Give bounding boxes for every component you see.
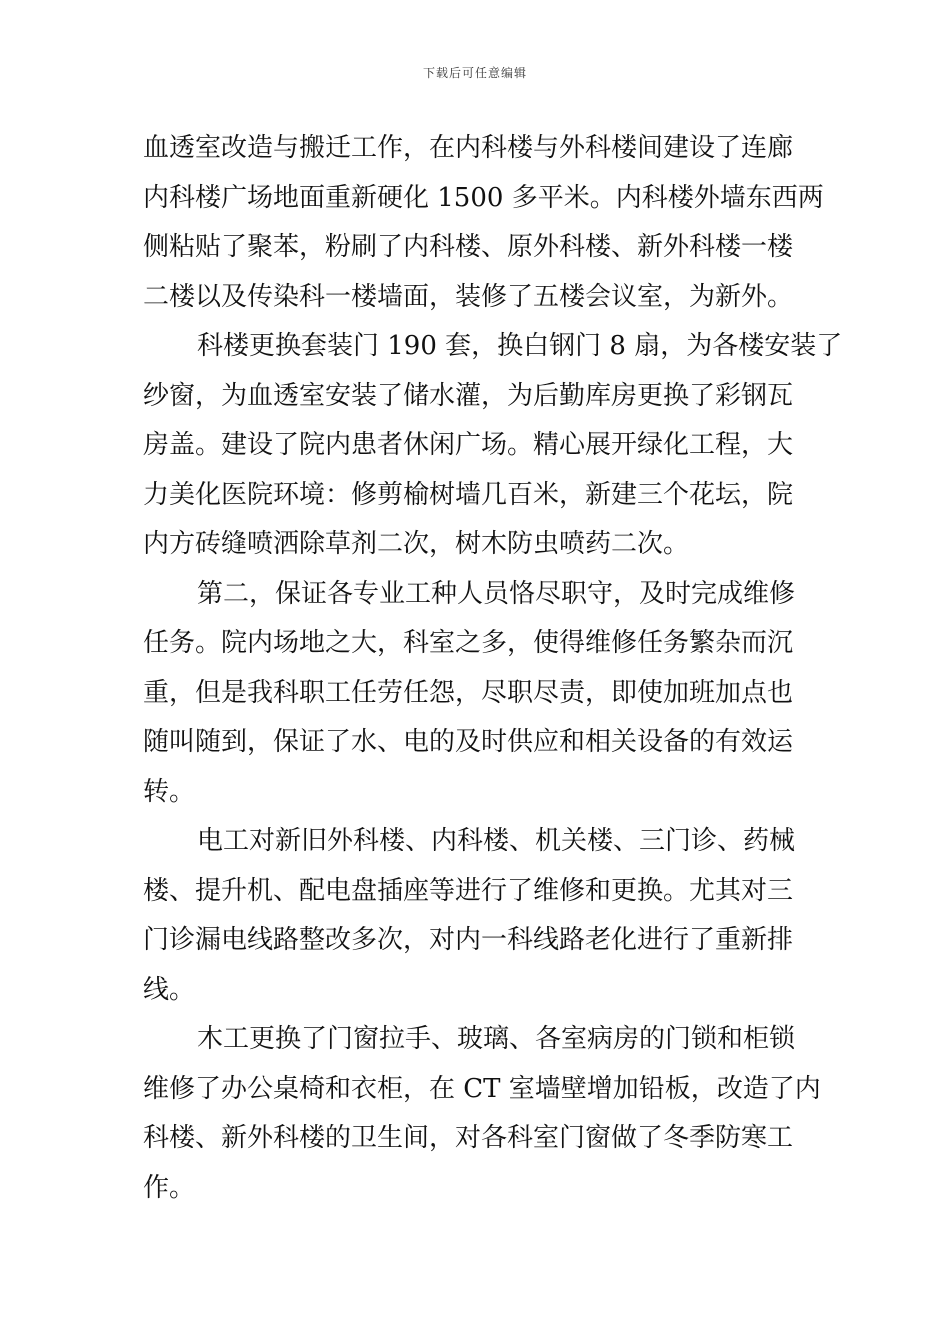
text-line: 科楼更换套装门 190 套，换白钢门 8 扇，为各楼安装了 (197, 331, 843, 361)
text-line: 木工更换了门窗拉手、玻璃、各室病房的门锁和柜锁 (197, 1024, 796, 1054)
text-line: 作。 (143, 1172, 196, 1203)
paragraph-5 (143, 1015, 821, 1213)
text-line: 转。 (143, 776, 196, 807)
text-line: 任务。院内场地之大，科室之多，使得维修任务繁杂而沉 (143, 628, 794, 658)
paragraph-4 (143, 817, 811, 1015)
text-line: 随叫随到，保证了水、电的及时供应和相关设备的有效运 (143, 727, 794, 757)
text-line: 重，但是我科职工任劳任怨，尽职尽责，即使加班加点也 (143, 677, 794, 708)
text-line: 科楼、新外科楼的卫生间，对各科室门窗做了冬季防寒工 (143, 1123, 794, 1153)
document-body (143, 124, 843, 1213)
paragraph-1 (143, 124, 824, 322)
text-line: 内方砖缝喷洒除草剂二次，树木防虫喷药二次。 (143, 529, 690, 559)
text-line: 门诊漏电线路整改多次，对内一科线路老化进行了重新排 (143, 925, 794, 955)
text-line: 房盖。建设了院内患者休闲广场。精心展开绿化工程，大 (143, 430, 794, 460)
text-line: 楼、提升机、配电盘插座等进行了维修和更换。尤其对三 (143, 875, 794, 906)
paragraph-3 (143, 570, 811, 818)
text-line: 内科楼广场地面重新硬化 1500 多平米。内科楼外墙东西两 (143, 182, 824, 213)
text-line: 血透室改造与搬迁工作，在内科楼与外科楼间建设了连廊 (143, 133, 794, 163)
paragraph-2 (143, 322, 843, 570)
text-line: 二楼以及传染科一楼墙面，装修了五楼会议室，为新外。 (143, 281, 794, 312)
header-note: 下载后可任意编辑 (422, 66, 527, 80)
text-line: 第二，保证各专业工种人员恪尽职守，及时完成维修 (197, 578, 796, 609)
text-line: 维修了办公桌椅和衣柜，在 CT 室墙壁增加铅板，改造了内 (143, 1073, 821, 1104)
text-line: 力美化医院环境：修剪榆树墙几百米，新建三个花坛，院 (143, 479, 794, 510)
text-line: 纱窗，为血透室安装了储水灌，为后勤库房更换了彩钢瓦 (143, 380, 794, 411)
text-line: 侧粘贴了聚苯，粉刷了内科楼、原外科楼、新外科楼一楼 (143, 232, 794, 262)
text-line: 线。 (143, 974, 196, 1005)
text-line: 电工对新旧外科楼、内科楼、机关楼、三门诊、药械 (197, 826, 796, 856)
